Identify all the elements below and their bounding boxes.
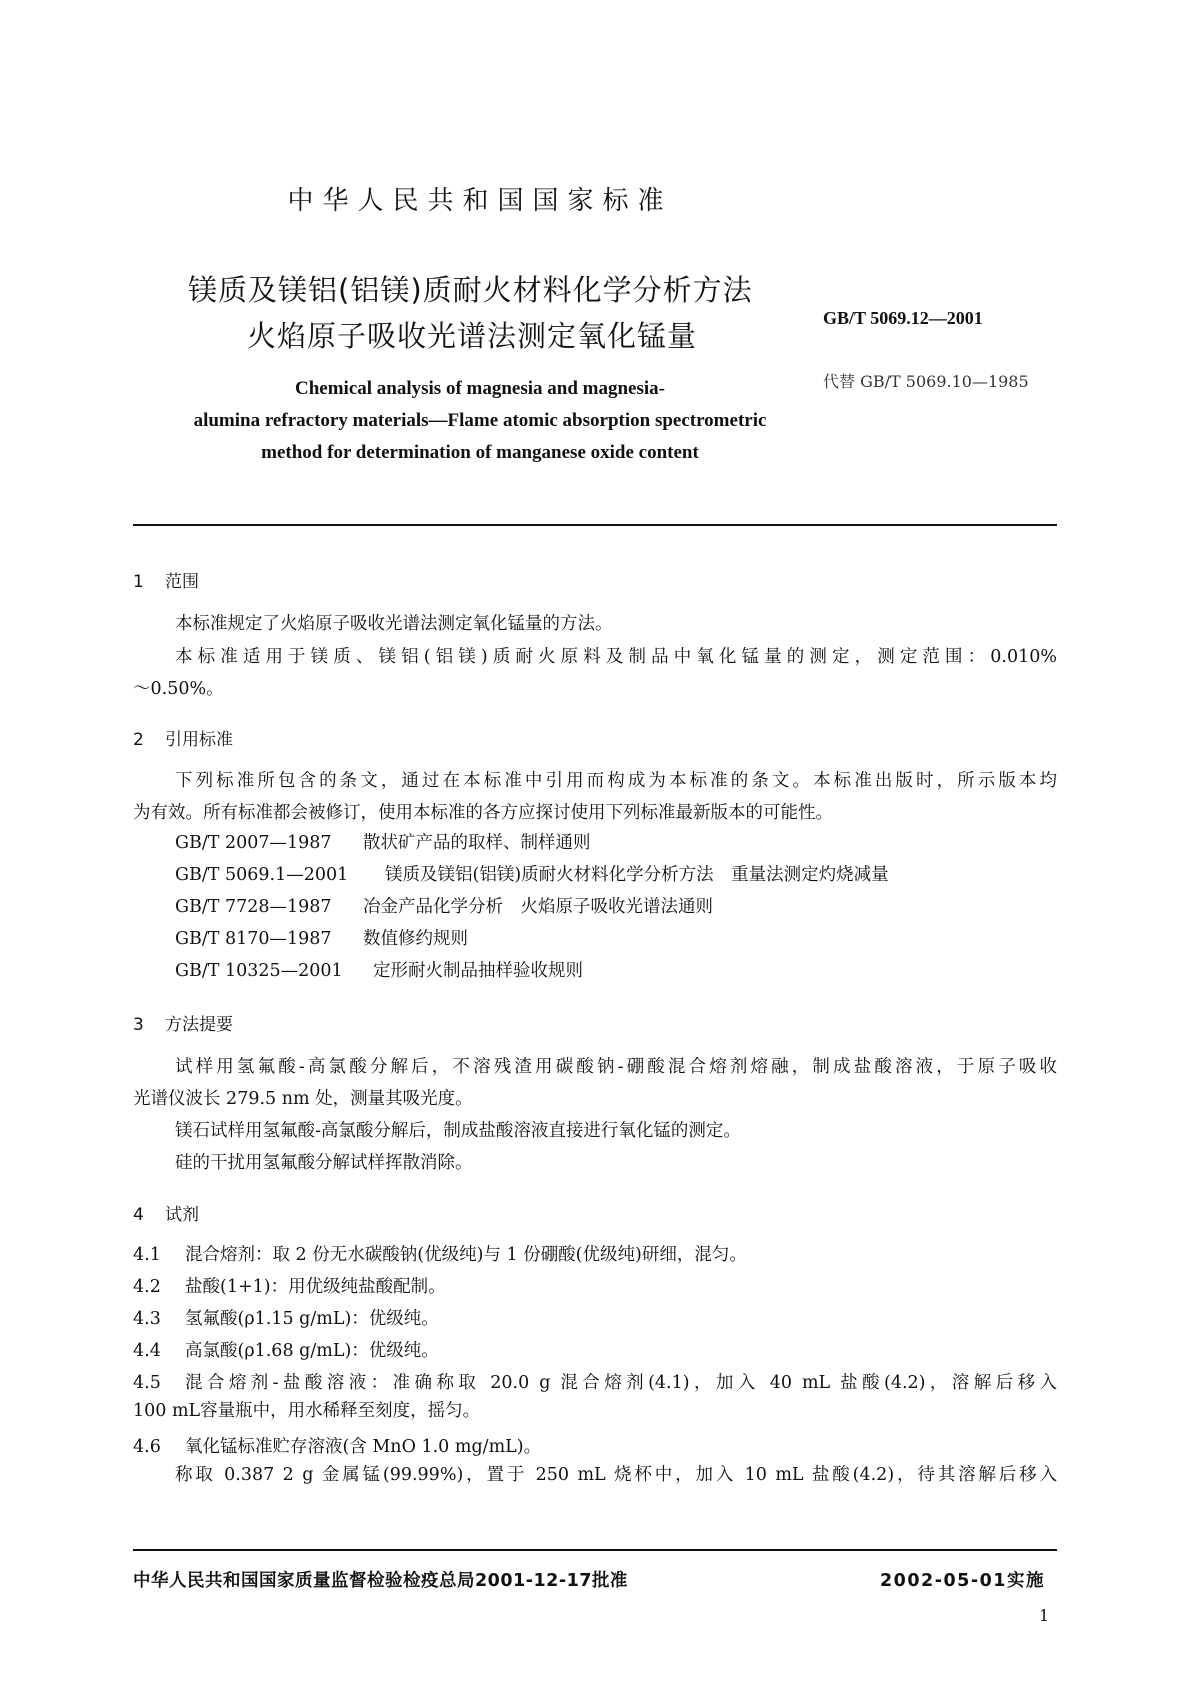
section-title: 方法提要 [165, 1015, 233, 1035]
footer-divider [133, 1549, 1057, 1551]
section-1-paragraph-2b: ～0.50%。 [133, 679, 224, 699]
reagent-number: 4.5 [133, 1373, 161, 1393]
section-3-heading [133, 1010, 233, 1035]
replaces-standard: 代替 GB/T 5069.10—1985 [823, 372, 1029, 391]
section-number: 4 [133, 1205, 144, 1225]
reference-item [175, 861, 889, 886]
reference-title: 冶金产品化学分析 火焰原子吸收光谱法通则 [363, 897, 713, 917]
section-1-heading [133, 567, 199, 592]
section-4-heading [133, 1200, 199, 1225]
document-title-en-line1: Chemical analysis of magnesia and magnesia- [295, 378, 665, 399]
section-1-paragraph-2a: 本标准适用于镁质、镁铝(铝镁)质耐火原料及制品中氧化锰量的测定，测定范围：0.010% [175, 647, 1057, 667]
reagent-text: 高氯酸(ρ1.68 g/mL)：优级纯。 [185, 1341, 439, 1361]
reagent-number: 4.3 [133, 1309, 161, 1329]
effective-date: 2002-05-01实施 [880, 1571, 1045, 1591]
section-3-paragraph-3: 硅的干扰用氢氟酸分解试样挥散消除。 [175, 1153, 473, 1173]
section-number: 1 [133, 572, 144, 592]
page-number: 1 [1039, 1606, 1050, 1625]
section-number: 2 [133, 730, 144, 750]
reagent-number: 4.2 [133, 1277, 161, 1297]
reagent-item [133, 1273, 446, 1298]
national-standard-title: 中华人民共和国国家标准 [287, 186, 673, 216]
reagent-number: 4.4 [133, 1341, 161, 1361]
reference-code: GB/T 5069.1—2001 [175, 865, 349, 885]
standard-number: GB/T 5069.12—2001 [823, 308, 983, 328]
reference-item [175, 829, 591, 854]
reference-item [175, 893, 713, 918]
reagent-item [133, 1305, 439, 1330]
section-title: 范围 [165, 572, 199, 592]
section-3-paragraph-1b: 光谱仪波长 279.5 nm 处，测量其吸光度。 [133, 1089, 473, 1109]
reference-code: GB/T 8170—1987 [175, 929, 332, 949]
reagent-text: 氧化锰标准贮存溶液(含 MnO 1.0 mg/mL)。 [185, 1437, 542, 1457]
reagent-item [133, 1241, 747, 1266]
section-2-paragraph-1a: 下列标准所包含的条文，通过在本标准中引用而构成为本标准的条文。本标准出版时，所示版本均 [175, 771, 1057, 791]
header-divider [133, 524, 1057, 526]
reference-code: GB/T 2007—1987 [175, 833, 332, 853]
reference-title: 散状矿产品的取样、制样通则 [363, 833, 591, 853]
section-number: 3 [133, 1015, 144, 1035]
reagent-item [133, 1369, 1057, 1394]
document-title-cn-line2: 火焰原子吸收光谱法测定氧化锰量 [247, 319, 698, 353]
section-3-paragraph-2: 镁石试样用氢氟酸-高氯酸分解后，制成盐酸溶液直接进行氧化锰的测定。 [175, 1121, 741, 1141]
reference-item [175, 957, 583, 982]
approval-line: 中华人民共和国国家质量监督检验检疫总局2001-12-17批准 [133, 1571, 628, 1591]
reference-code: GB/T 7728—1987 [175, 897, 332, 917]
reagent-item [133, 1433, 541, 1458]
section-title: 引用标准 [165, 730, 233, 750]
reagent-item [133, 1337, 439, 1362]
reference-title: 数值修约规则 [363, 929, 468, 949]
reagent-4-6-paragraph: 称取 0.387 2 g 金属锰(99.99%)，置于 250 mL 烧杯中，加入 10 mL 盐酸(4.2)，待其溶解后移入 [175, 1465, 1057, 1485]
document-title-cn-line1: 镁质及镁铝(铝镁)质耐火材料化学分析方法 [188, 273, 753, 307]
document-title-en-line2: alumina refractory materials—Flame atomic absorption spectrometric [193, 410, 767, 431]
section-1-paragraph-1: 本标准规定了火焰原子吸收光谱法测定氧化锰量的方法。 [175, 614, 613, 634]
reagent-number: 4.1 [133, 1245, 161, 1265]
reference-title: 定形耐火制品抽样验收规则 [373, 961, 583, 981]
reagent-number: 4.6 [133, 1437, 161, 1457]
section-2-heading [133, 725, 233, 750]
section-title: 试剂 [165, 1205, 199, 1225]
reference-item [175, 925, 468, 950]
reagent-text: 混合熔剂：取 2 份无水碳酸钠(优级纯)与 1 份硼酸(优级纯)研细，混匀。 [185, 1245, 747, 1265]
reagent-text: 氢氟酸(ρ1.15 g/mL)：优级纯。 [185, 1309, 439, 1329]
reagent-text: 盐酸(1+1)：用优级纯盐酸配制。 [185, 1277, 446, 1297]
reference-title: 镁质及镁铝(铝镁)质耐火材料化学分析方法 重量法测定灼烧减量 [385, 865, 889, 885]
reagent-4-5-continuation: 100 mL容量瓶中，用水稀释至刻度，摇匀。 [133, 1401, 481, 1421]
document-title-en-line3: method for determination of manganese oxide content [261, 442, 699, 463]
section-3-paragraph-1a: 试样用氢氟酸-高氯酸分解后，不溶残渣用碳酸钠-硼酸混合熔剂熔融，制成盐酸溶液，于原子吸收 [175, 1057, 1057, 1077]
reference-code: GB/T 10325—2001 [175, 961, 343, 981]
section-2-paragraph-1b: 为有效。所有标准都会被修订，使用本标准的各方应探讨使用下列标准最新版本的可能性。 [133, 803, 833, 823]
reagent-text: 混合熔剂-盐酸溶液：准确称取 20.0 g 混合熔剂(4.1)，加入 40 mL 盐酸(4.2)，溶解后移入 [185, 1373, 1057, 1393]
